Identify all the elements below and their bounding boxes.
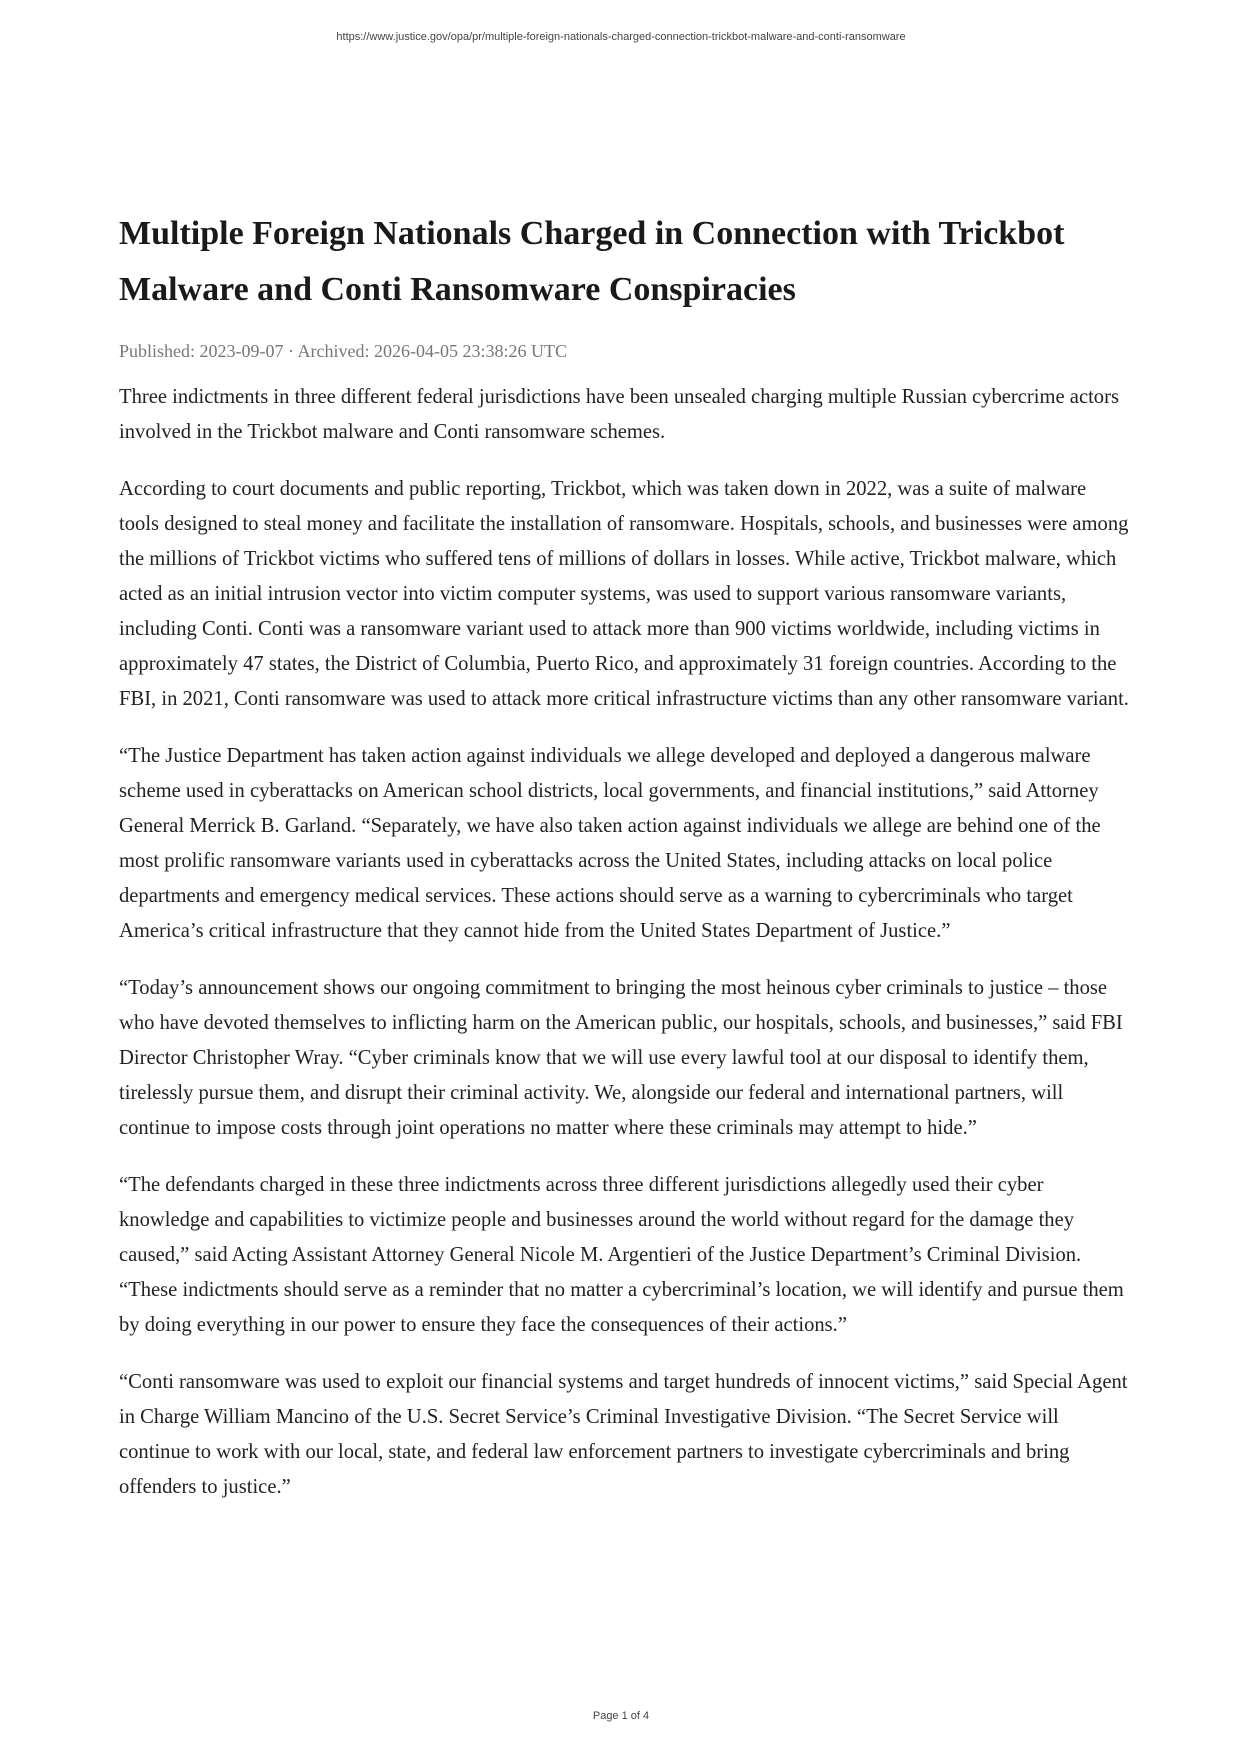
paragraph: “Conti ransomware was used to exploit our financial systems and target hundreds of innocent victims,” said Special Agent in Charge William Mancino of the U.S. Secret Service’s Criminal Investigative Division. “The Secret Service will continue to work with our local, state, and federal law enforcement partners to investigate cybercriminals and bring offenders to justice.” — [119, 1371, 1128, 1498]
paragraph: “The defendants charged in these three indictments across three different jurisdictions allegedly used their cyber knowledge and capabilities to victimize people and businesses around the world without regard for the damage they caused,” said Acting Assistant Attorney General Nicole M. Argentieri of the Justice Department’s Criminal Division. “These indictments should serve as a reminder that no matter a cybercriminal’s location, we will identify and pursue them by doing everything in our power to ensure they face the consequences of their actions.” — [119, 1174, 1124, 1336]
paragraph: “Today’s announcement shows our ongoing commitment to bringing the most heinous cyber criminals to justice – those who have devoted themselves to inflicting harm on the American public, our hospitals, schools, and businesses,” said FBI Director Christopher Wray. “Cyber criminals know that we will use every lawful tool at our disposal to identify them, tirelessly pursue them, and disrupt their criminal activity. We, alongside our federal and international partners, will continue to impose costs through joint operations no matter where these criminals may attempt to hide.” — [119, 977, 1123, 1139]
page-number: Page 1 of 4 — [592, 1710, 650, 1722]
paragraph: According to court documents and public reporting, Trickbot, which was taken down in 2022, was a suite of malware tools designed to steal money and facilitate the installation of ransomware. Hospitals, schools, and businesses were among the millions of Trickbot victims who suffered tens of millions of dollars in losses. While active, Trickbot malware, which acted as an initial intrusion vector into victim computer systems, was used to support various ransomware variants, including Conti. Conti was a ransomware variant used to attack more than 900 victims worldwide, including victims in approximately 47 states, the District of Columbia, Puerto Rico, and approximately 31 foreign countries. According to the FBI, in 2021, Conti ransomware was used to attack more critical infrastructure victims than any other ransomware variant. — [119, 478, 1129, 710]
paragraph: “The Justice Department has taken action against individuals we allege developed and deployed a dangerous malware scheme used in cyberattacks on American school districts, local governments, and financial institutions,” said Attorney General Merrick B. Garland. “Separately, we have also taken action against individuals we allege are behind one of the most prolific ransomware variants used in cyberattacks across the United States, including attacks on local police departments and emergency medical services. These actions should serve as a warning to cybercriminals who target America’s critical infrastructure that they cannot hide from the United States Department of Justice.” — [119, 745, 1101, 942]
article-title: Multiple Foreign Nationals Charged in Connection with Trickbot Malware and Conti Ransomware Conspiracies — [119, 215, 1065, 308]
article — [119, 206, 1129, 1527]
publish-meta: Published: 2023-09-07 · Archived: 2026-04-05 23:38:26 UTC — [119, 341, 567, 361]
page-url: https://www.justice.gov/opa/pr/multiple-foreign-nationals-charged-connection-trickbot-malware-and-conti-ransomware — [336, 31, 906, 43]
paragraph: Three indictments in three different federal jurisdictions have been unsealed charging multiple Russian cybercrime actors involved in the Trickbot malware and Conti ransomware schemes. — [119, 386, 1119, 443]
